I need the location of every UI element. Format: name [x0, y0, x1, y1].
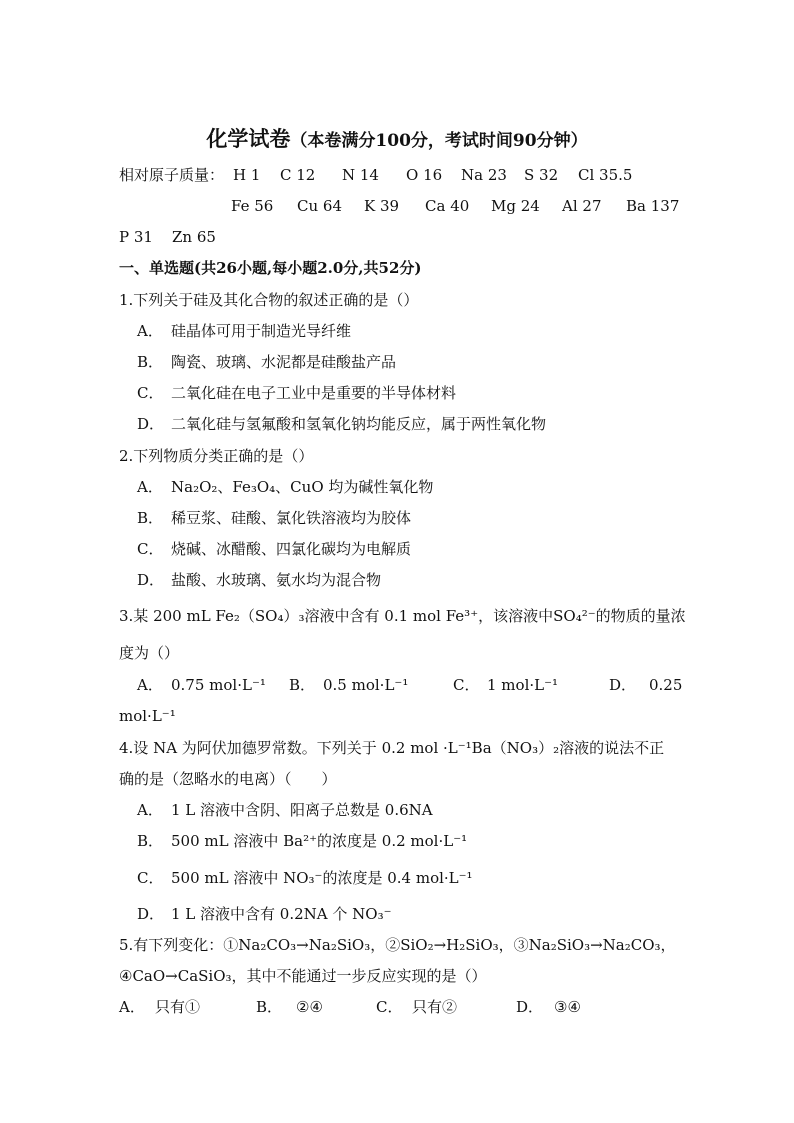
page-title	[0, 123, 794, 153]
question-3-stem-part: 的物质的量浓	[595, 607, 686, 625]
question-3-stem-cont: 度为（）	[119, 644, 180, 662]
question-4-stem-cont: 确的是（忽略水的电离）（ ）	[119, 770, 337, 788]
option-text: Na₂O₂、Fe₃O₄、CuO 均为碱性氧化物	[171, 478, 434, 496]
question-5-option	[256, 997, 323, 1017]
option-text: 0.5 mol·L⁻¹	[323, 676, 409, 694]
question-4-option	[137, 868, 473, 888]
question-4-option	[137, 904, 392, 924]
question-5-stem: 5.有下列变化：①Na₂CO₃→Na₂SiO₃，②SiO₂→H₂SiO₃，③Na₂SiO₃→Na₂CO₃，	[119, 936, 676, 954]
option-text: 1 mol·L⁻¹	[487, 676, 559, 694]
question-1-option	[137, 383, 456, 403]
option-text: 0.75 mol·L⁻¹	[171, 676, 266, 694]
question-4-option	[137, 831, 467, 851]
question-1-option	[137, 414, 546, 434]
question-2-option	[137, 477, 433, 497]
question-2-option	[137, 539, 411, 559]
atomic-mass-item: Fe 56	[231, 197, 274, 215]
option-key: C．	[137, 869, 164, 887]
question-4-stem: 4.设 NA 为阿伏加德罗常数。下列关于 0.2 mol ·L⁻¹Ba（NO₃）₂溶液的说法不正	[119, 739, 665, 757]
question-2-option	[137, 508, 411, 528]
option-key: A．	[119, 998, 145, 1016]
atomic-mass-label: 相对原子质量：	[119, 166, 225, 184]
exam-title: 化学试卷	[206, 126, 291, 151]
option-key: D．	[609, 676, 637, 694]
question-3-option	[137, 675, 266, 695]
atomic-mass-item: Mg 24	[491, 197, 540, 215]
question-1-stem: 1.下列关于硅及其化合物的叙述正确的是（）	[119, 291, 419, 309]
option-text: ②④	[296, 998, 323, 1016]
option-key: B．	[289, 676, 316, 694]
sulfate-ion: SO₄²⁻	[553, 607, 596, 625]
atomic-mass-item: Na 23	[461, 166, 507, 184]
question-3-option	[453, 675, 558, 695]
question-5-option	[119, 997, 200, 1017]
option-text: 烧碱、冰醋酸、四氯化碳均为电解质	[171, 540, 412, 558]
atomic-mass-item: Cu 64	[297, 197, 342, 215]
atomic-mass-item: H 1	[233, 166, 261, 184]
atomic-mass-item: O 16	[406, 166, 443, 184]
option-key: B．	[256, 998, 283, 1016]
option-text: 盐酸、水玻璃、氨水均为混合物	[171, 571, 382, 589]
question-3-option	[609, 675, 682, 695]
option-text: 只有①	[155, 998, 201, 1016]
question-5-option	[516, 997, 581, 1017]
option-key: B．	[137, 832, 164, 850]
atomic-mass-item: Zn 65	[172, 228, 216, 246]
question-3-option-tail: mol·L⁻¹	[119, 707, 176, 725]
question-3-stem-part: 3.某 200 mL Fe₂（SO₄）₃溶液中含有 0.1 mol Fe³⁺，该溶液中	[119, 607, 554, 625]
option-key: A．	[137, 801, 163, 819]
option-text: 500 mL 溶液中 Ba²⁺的浓度是 0.2 mol·L⁻¹	[171, 832, 468, 850]
option-key: D．	[137, 571, 165, 589]
atomic-mass-item: K 39	[364, 197, 400, 215]
option-text: 硅晶体可用于制造光导纤维	[171, 322, 352, 340]
option-text: 0.25	[649, 676, 683, 694]
option-key: A．	[137, 322, 163, 340]
option-key: D．	[516, 998, 544, 1016]
question-4-option	[137, 800, 433, 820]
question-5-option	[376, 997, 457, 1017]
atomic-mass-item: C 12	[280, 166, 316, 184]
option-key: A．	[137, 478, 163, 496]
question-3-stem	[119, 606, 686, 626]
option-text: 陶瓷、玻璃、水泥都是硅酸盐产品	[171, 353, 397, 371]
atomic-mass-item: Al 27	[562, 197, 602, 215]
option-key: C．	[453, 676, 480, 694]
question-1-option	[137, 352, 396, 372]
option-key: C．	[137, 384, 164, 402]
option-key: A．	[137, 676, 163, 694]
exam-subtitle: （本卷满分100分，考试时间90分钟）	[290, 131, 588, 151]
atomic-mass-item: P 31	[119, 228, 153, 246]
atomic-mass-item: N 14	[342, 166, 379, 184]
option-text: 1 L 溶液中含阴、阳离子总数是 0.6NA	[171, 801, 433, 819]
question-1-option	[137, 321, 351, 341]
section-heading: 一、单选题(共26小题,每小题2.0分,共52分)	[119, 259, 422, 277]
atomic-mass-item: Cl 35.5	[578, 166, 633, 184]
atomic-mass-item: Ca 40	[425, 197, 470, 215]
option-key: B．	[137, 509, 164, 527]
question-5-stem-cont: ④CaO→CaSiO₃，其中不能通过一步反应实现的是（）	[119, 967, 487, 985]
option-key: C．	[376, 998, 403, 1016]
option-text: 只有②	[412, 998, 458, 1016]
option-text: ③④	[554, 998, 581, 1016]
option-key: C．	[137, 540, 164, 558]
option-text: 二氧化硅与氢氟酸和氢氧化钠均能反应，属于两性氧化物	[171, 415, 547, 433]
option-text: 二氧化硅在电子工业中是重要的半导体材料	[171, 384, 457, 402]
option-text: 1 L 溶液中含有 0.2NA 个 NO₃⁻	[171, 905, 392, 923]
option-text: 稀豆浆、硅酸、氯化铁溶液均为胶体	[171, 509, 412, 527]
question-3-option	[289, 675, 408, 695]
question-2-option	[137, 570, 381, 590]
option-key: D．	[137, 905, 165, 923]
option-key: D．	[137, 415, 165, 433]
atomic-mass-item: Ba 137	[626, 197, 680, 215]
option-text: 500 mL 溶液中 NO₃⁻的浓度是 0.4 mol·L⁻¹	[171, 869, 473, 887]
atomic-mass-item: S 32	[524, 166, 559, 184]
option-key: B．	[137, 353, 164, 371]
question-2-stem: 2.下列物质分类正确的是（）	[119, 447, 314, 465]
